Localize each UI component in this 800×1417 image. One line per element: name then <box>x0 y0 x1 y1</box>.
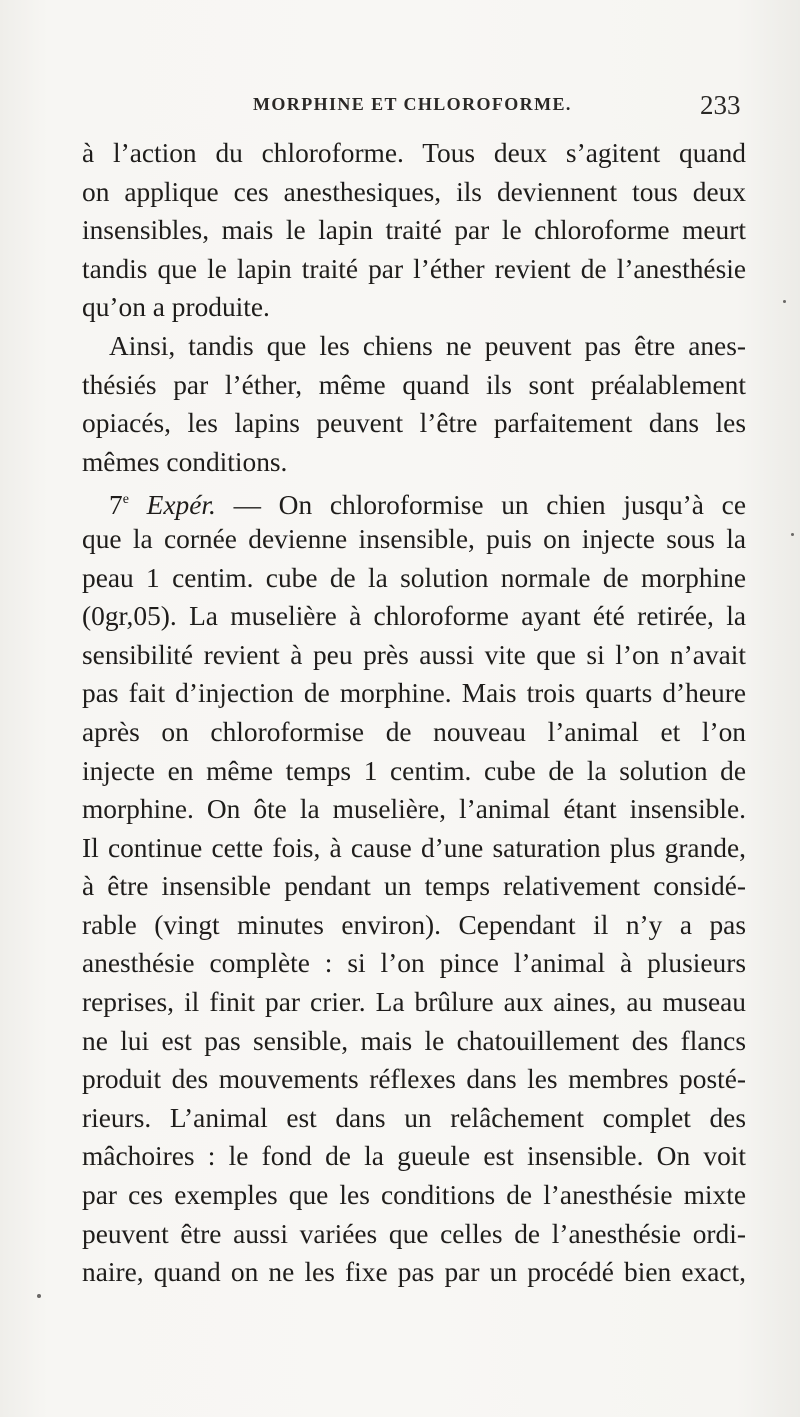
paper-speck <box>37 1294 41 1298</box>
experiment-text: — On chloroformise un chien jusqu’à ce <box>233 490 746 520</box>
body-text <box>82 134 746 1292</box>
text-line: à être insensible pendant un temps relativement considé- <box>82 871 746 902</box>
paragraph-first-line: Ainsi, tandis que les chiens ne peuvent pas être anes- <box>109 330 746 361</box>
text-line: peau 1 centim. cube de la solution normale de morphine <box>82 562 746 593</box>
running-head: MORPHINE ET CHLOROFORME. <box>253 94 572 114</box>
text-line: morphine. On ôte la muselière, l’animal étant insensible. <box>82 794 746 825</box>
page-header <box>0 90 800 122</box>
text-line: après on chloroformise de nouveau l’animal et l’on <box>82 716 746 747</box>
text-line: mêmes conditions. <box>82 446 288 477</box>
text-line: tandis que le lapin traité par l’éther revient de l’anesthésie <box>82 253 746 284</box>
experiment-label: Expér. <box>146 490 216 520</box>
text-line: insensibles, mais le lapin traité par le chloroforme meurt <box>82 215 746 246</box>
text-line: sensibilité revient à peu près aussi vite que si l’on n’avait <box>82 639 746 670</box>
text-line: mâchoires : le fond de la gueule est insensible. On voit <box>82 1141 746 1172</box>
text-line: on applique ces anesthesiques, ils deviennent tous deux <box>82 176 746 207</box>
text-line: reprises, il finit par crier. La brûlure aux aines, au museau <box>82 987 746 1018</box>
page-number: 233 <box>700 90 741 120</box>
text-line: peuvent être aussi variées que celles de l’anesthésie ordi- <box>82 1218 746 1249</box>
text-line: opiacés, les lapins peuvent l’être parfaitement dans les <box>82 408 746 439</box>
text-line: produit des mouvements réflexes dans les membres posté- <box>82 1064 746 1095</box>
text-line: thésiés par l’éther, même quand ils sont préalablement <box>82 369 746 400</box>
paper-speck <box>791 533 794 536</box>
text-line: que la cornée devienne insensible, puis on injecte sous la <box>82 523 746 554</box>
text-line: anesthésie complète : si l’on pince l’animal à plusieurs <box>82 948 746 979</box>
experiment-heading-line <box>82 481 746 520</box>
text-line: par ces exemples que les conditions de l’anesthésie mixte <box>82 1180 746 1211</box>
text-line: qu’on a produite. <box>82 292 270 323</box>
text-line: à l’action du chloroforme. Tous deux s’agitent quand <box>82 138 746 168</box>
experiment-number: 7e <box>109 490 129 520</box>
text-line: rieurs. L’animal est dans un relâchement complet des <box>82 1102 746 1133</box>
paper-speck <box>783 300 786 303</box>
text-line: naire, quand on ne les fixe pas par un procédé bien exact, <box>82 1257 746 1288</box>
text-line: (0gr,05). La muselière à chloroforme ayant été retirée, la <box>82 601 746 632</box>
text-line: rable (vingt minutes environ). Cependant il n’y a pas <box>82 909 746 940</box>
text-line: injecte en même temps 1 centim. cube de la solution de <box>82 755 746 786</box>
text-line: pas fait d’injection de morphine. Mais trois quarts d’heure <box>82 678 746 709</box>
text-line: Il continue cette fois, à cause d’une saturation plus grande, <box>82 832 746 863</box>
text-line: ne lui est pas sensible, mais le chatouillement des flancs <box>82 1025 746 1056</box>
